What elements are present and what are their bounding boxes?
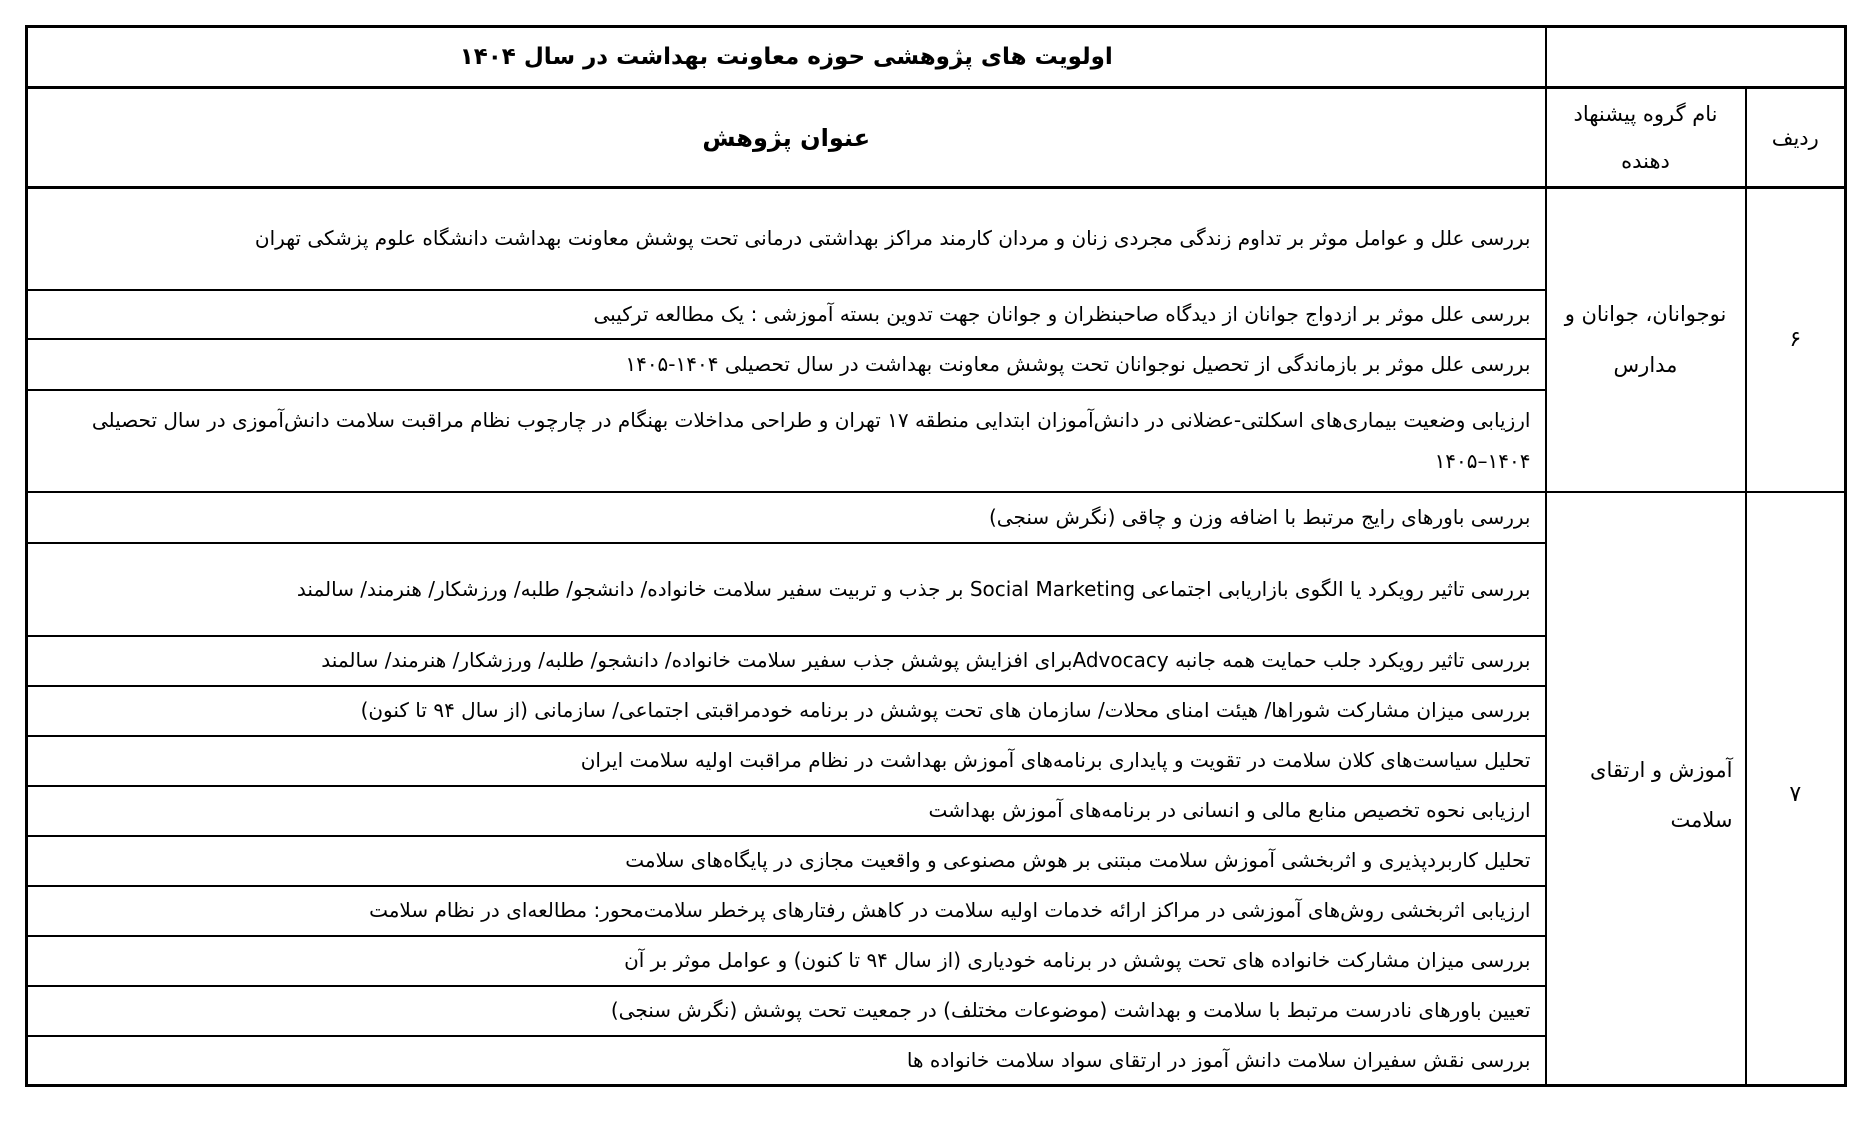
top-corner-empty-cell: [1546, 27, 1846, 88]
research-item: بررسی میزان مشارکت شوراها/ هیئت امنای محلات/ سازمان های تحت پوشش در برنامه خودمراقبتی اجتماعی/ سازمانی (از سال ۹۴ تا کنون): [27, 686, 1546, 736]
column-header-row-number: ردیف: [1746, 88, 1846, 188]
research-item: تعیین باورهای نادرست مرتبط با سلامت و بهداشت (موضوعات مختلف) در جمعیت تحت پوشش (نگرش سنجی): [27, 986, 1546, 1036]
research-item: بررسی تاثیر رویکرد یا الگوی بازاریابی اجتماعی Social Marketing بر جذب و تربیت سفیر سلامت خانواده/ دانشجو/ طلبه/ ورزشکار/ هنرمند/ سالمند: [27, 543, 1546, 636]
column-header-research-title: عنوان پژوهش: [27, 88, 1546, 188]
research-item: تحلیل کاربردپذیری و اثربخشی آموزش سلامت مبتنی بر هوش مصنوعی و واقعیت مجازی در پایگاه‌های سلامت: [27, 836, 1546, 886]
research-item: بررسی تاثیر رویکرد جلب حمایت همه جانبه Advocacyبرای افزایش پوشش جذب سفیر سلامت خانواده/ دانشجو/ طلبه/ ورزشکار/ هنرمند/ سالمند: [27, 636, 1546, 686]
research-item: بررسی علل موثر بر ازدواج جوانان از دیدگاه صاحبنظران و جوانان جهت تدوین بسته آموزشی : یک مطالعه ترکیبی: [27, 290, 1546, 339]
group7-name: آموزش و ارتقای سلامت: [1546, 492, 1746, 1086]
research-priorities-table-wrap: [25, 25, 1847, 1087]
group6-row-number: ۶: [1746, 188, 1846, 492]
table-title: اولویت های پژوهشی حوزه معاونت بهداشت در سال ۱۴۰۴: [27, 27, 1546, 88]
research-item: بررسی علل و عوامل موثر بر تداوم زندگی مجردی زنان و مردان کارمند مراکز بهداشتی درمانی تحت پوشش معاونت بهداشت دانشگاه علوم پزشکی تهران: [27, 188, 1546, 290]
research-item: بررسی علل موثر بر بازماندگی از تحصیل نوجوانان تحت پوشش معاونت بهداشت در سال تحصیلی ۱۴۰۴-۱۴۰۵: [27, 339, 1546, 390]
column-header-group-name: نام گروه پیشنهاد دهنده: [1546, 88, 1746, 188]
group7-row-number: ۷: [1746, 492, 1846, 1086]
research-item: ارزیابی وضعیت بیماری‌های اسکلتی-عضلانی در دانش‌آموزان ابتدایی منطقه ۱۷ تهران و طراحی مداخلات بهنگام در چارچوب نظام مراقبت سلامت دانش‌آموزی در سال تحصیلی ۱۴۰۴–۱۴۰۵: [27, 390, 1546, 492]
research-item: بررسی میزان مشارکت خانواده های تحت پوشش در برنامه خودیاری (از سال ۹۴ تا کنون) و عوامل موثر بر آن: [27, 936, 1546, 986]
research-item: ارزیابی نحوه تخصیص منابع مالی و انسانی در برنامه‌های آموزش بهداشت: [27, 786, 1546, 836]
title-row: [27, 27, 1846, 88]
research-item: تحلیل سیاست‌های کلان سلامت در تقویت و پایداری برنامه‌های آموزش بهداشت در نظام مراقبت اولیه سلامت ایران: [27, 736, 1546, 786]
research-item: بررسی باورهای رایج مرتبط با اضافه وزن و چاقی (نگرش سنجی): [27, 492, 1546, 543]
group6-name: نوجوانان، جوانان و مدارس: [1546, 188, 1746, 492]
table-row: [27, 492, 1846, 543]
research-item: بررسی نقش سفیران سلامت دانش آموز در ارتقای سواد سلامت خانواده ها: [27, 1036, 1546, 1086]
research-priorities-table: [25, 25, 1847, 1087]
table-row: [27, 188, 1846, 290]
research-item: ارزیابی اثربخشی روش‌های آموزشی در مراکز ارائه خدمات اولیه سلامت در کاهش رفتارهای پرخطر سلامت‌محور: مطالعه‌ای در نظام سلامت: [27, 886, 1546, 936]
column-header-row: [27, 88, 1846, 188]
